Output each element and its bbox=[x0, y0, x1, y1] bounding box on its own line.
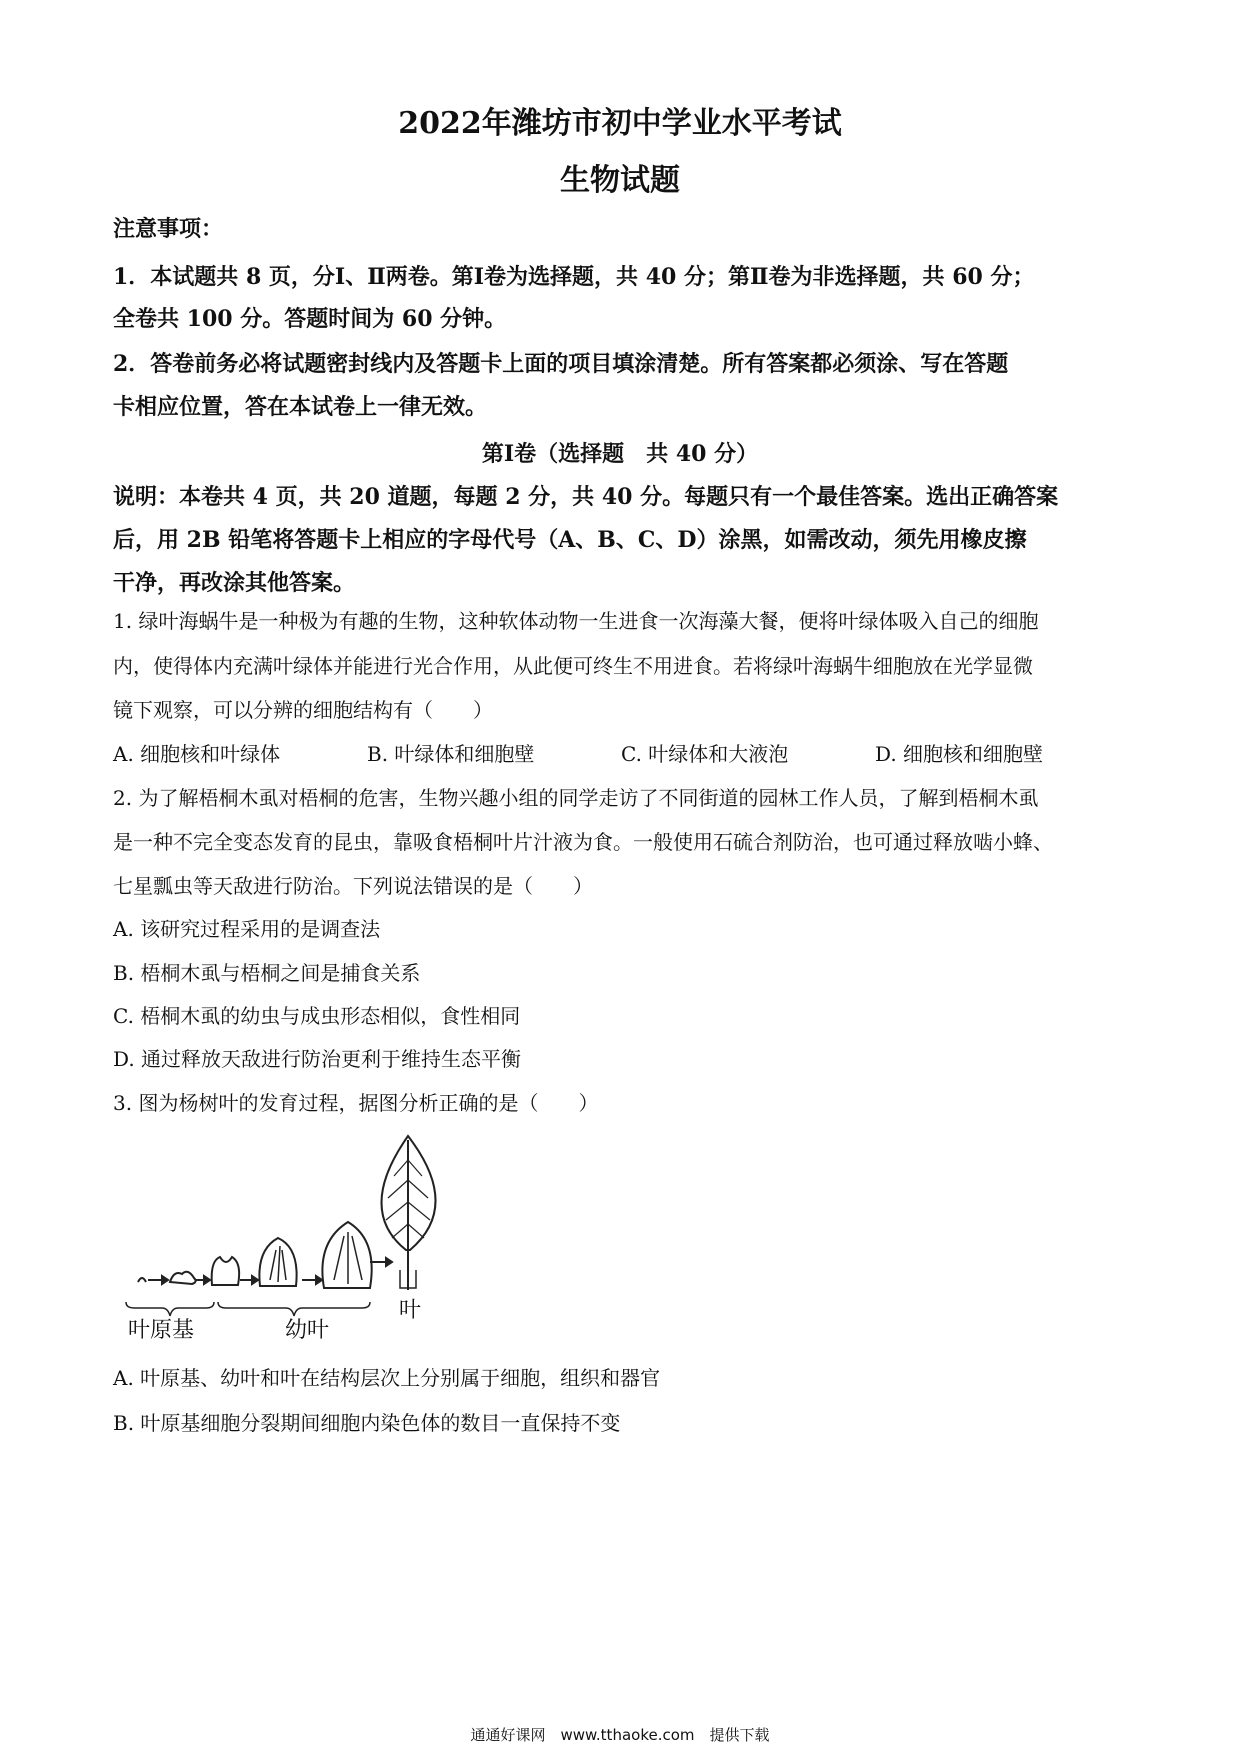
q2-line1: 2. 为了解梧桐木虱对梧桐的危害，生物兴趣小组的同学走访了不同街道的园林工作人员，了解到梧桐木虱 bbox=[113, 786, 1039, 810]
q1-option-d: D. 细胞核和细胞壁 bbox=[875, 742, 1044, 766]
section1-heading: 第Ⅰ卷（选择题 共 40 分） bbox=[481, 441, 759, 467]
notice-item1-line1: 1．本试题共 8 页，分Ⅰ、Ⅱ两卷。第Ⅰ卷为选择题，共 40 分；第Ⅱ卷为非选择题，共 60 分； bbox=[113, 264, 1035, 290]
q1-line2: 内，使得体内充满叶绿体并能进行光合作用，从此便可终生不用进食。若将绿叶海蜗牛细胞放在光学显微 bbox=[113, 654, 1033, 678]
label-leaf: 叶 bbox=[399, 1298, 422, 1323]
label-primordium: 叶原基 bbox=[128, 1318, 195, 1343]
q2-option-d: D. 通过释放天敌进行防治更利于维持生态平衡 bbox=[113, 1047, 522, 1071]
q1-option-c: C. 叶绿体和大液泡 bbox=[621, 742, 789, 766]
page-footer: 通通好课网 www.tthaoke.com 提供下载 bbox=[470, 1726, 770, 1744]
leaf-development-diagram bbox=[120, 1120, 480, 1330]
q3-option-b: B. 叶原基细胞分裂期间细胞内染色体的数目一直保持不变 bbox=[113, 1411, 621, 1435]
young-leaf-small bbox=[212, 1257, 239, 1285]
section1-desc-line2: 后，用 2B 铅笔将答题卡上相应的字母代号（A、B、C、D）涂黑，如需改动，须先用橡皮擦 bbox=[113, 527, 1027, 553]
q1-option-a: A. 细胞核和叶绿体 bbox=[113, 742, 281, 766]
notice-item1-line2: 全卷共 100 分。答题时间为 60 分钟。 bbox=[113, 306, 507, 332]
notice-item2-line2: 卡相应位置，答在本试卷上一律无效。 bbox=[113, 394, 488, 420]
young-leaf-large bbox=[322, 1222, 371, 1288]
label-young-leaf: 幼叶 bbox=[285, 1318, 330, 1343]
exam-title: 2022年潍坊市初中学业水平考试 bbox=[398, 106, 842, 141]
q1-option-b: B. 叶绿体和细胞壁 bbox=[367, 742, 535, 766]
q2-option-b: B. 梧桐木虱与梧桐之间是捕食关系 bbox=[113, 961, 421, 985]
bump-shape bbox=[170, 1272, 196, 1284]
notice-item2-line1: 2．答卷前务必将试题密封线内及答题卡上面的项目填涂清楚。所有答案都必须涂、写在答题 bbox=[113, 351, 1009, 377]
q2-line3: 七星瓢虫等天敌进行防治。下列说法错误的是（ ） bbox=[113, 874, 593, 898]
primordium-shape bbox=[138, 1278, 146, 1282]
notice-heading: 注意事项： bbox=[113, 216, 224, 242]
q2-line2: 是一种不完全变态发育的昆虫，靠吸食梧桐叶片汁液为食。一般使用石硫合剂防治，也可通过释放啮小蜂、 bbox=[113, 830, 1053, 854]
section1-desc-line3: 干净，再改涂其他答案。 bbox=[113, 570, 356, 596]
section1-desc-line1: 说明：本卷共 4 页，共 20 道题，每题 2 分，共 40 分。每题只有一个最佳答案。选出正确答案 bbox=[113, 484, 1059, 510]
q1-line1: 1. 绿叶海蜗牛是一种极为有趣的生物，这种软体动物一生进食一次海藻大餐，便将叶绿体吸入自己的细胞 bbox=[113, 609, 1039, 633]
q2-option-c: C. 梧桐木虱的幼虫与成虫形态相似，食性相同 bbox=[113, 1004, 521, 1028]
exam-subtitle: 生物试题 bbox=[560, 163, 680, 198]
q1-line3: 镜下观察，可以分辨的细胞结构有（ ） bbox=[113, 698, 493, 722]
q3-line1: 3. 图为杨树叶的发育过程，据图分析正确的是（ ） bbox=[113, 1091, 599, 1115]
q3-option-a: A. 叶原基、幼叶和叶在结构层次上分别属于细胞，组织和器官 bbox=[113, 1366, 661, 1390]
q2-option-a: A. 该研究过程采用的是调查法 bbox=[113, 917, 381, 941]
